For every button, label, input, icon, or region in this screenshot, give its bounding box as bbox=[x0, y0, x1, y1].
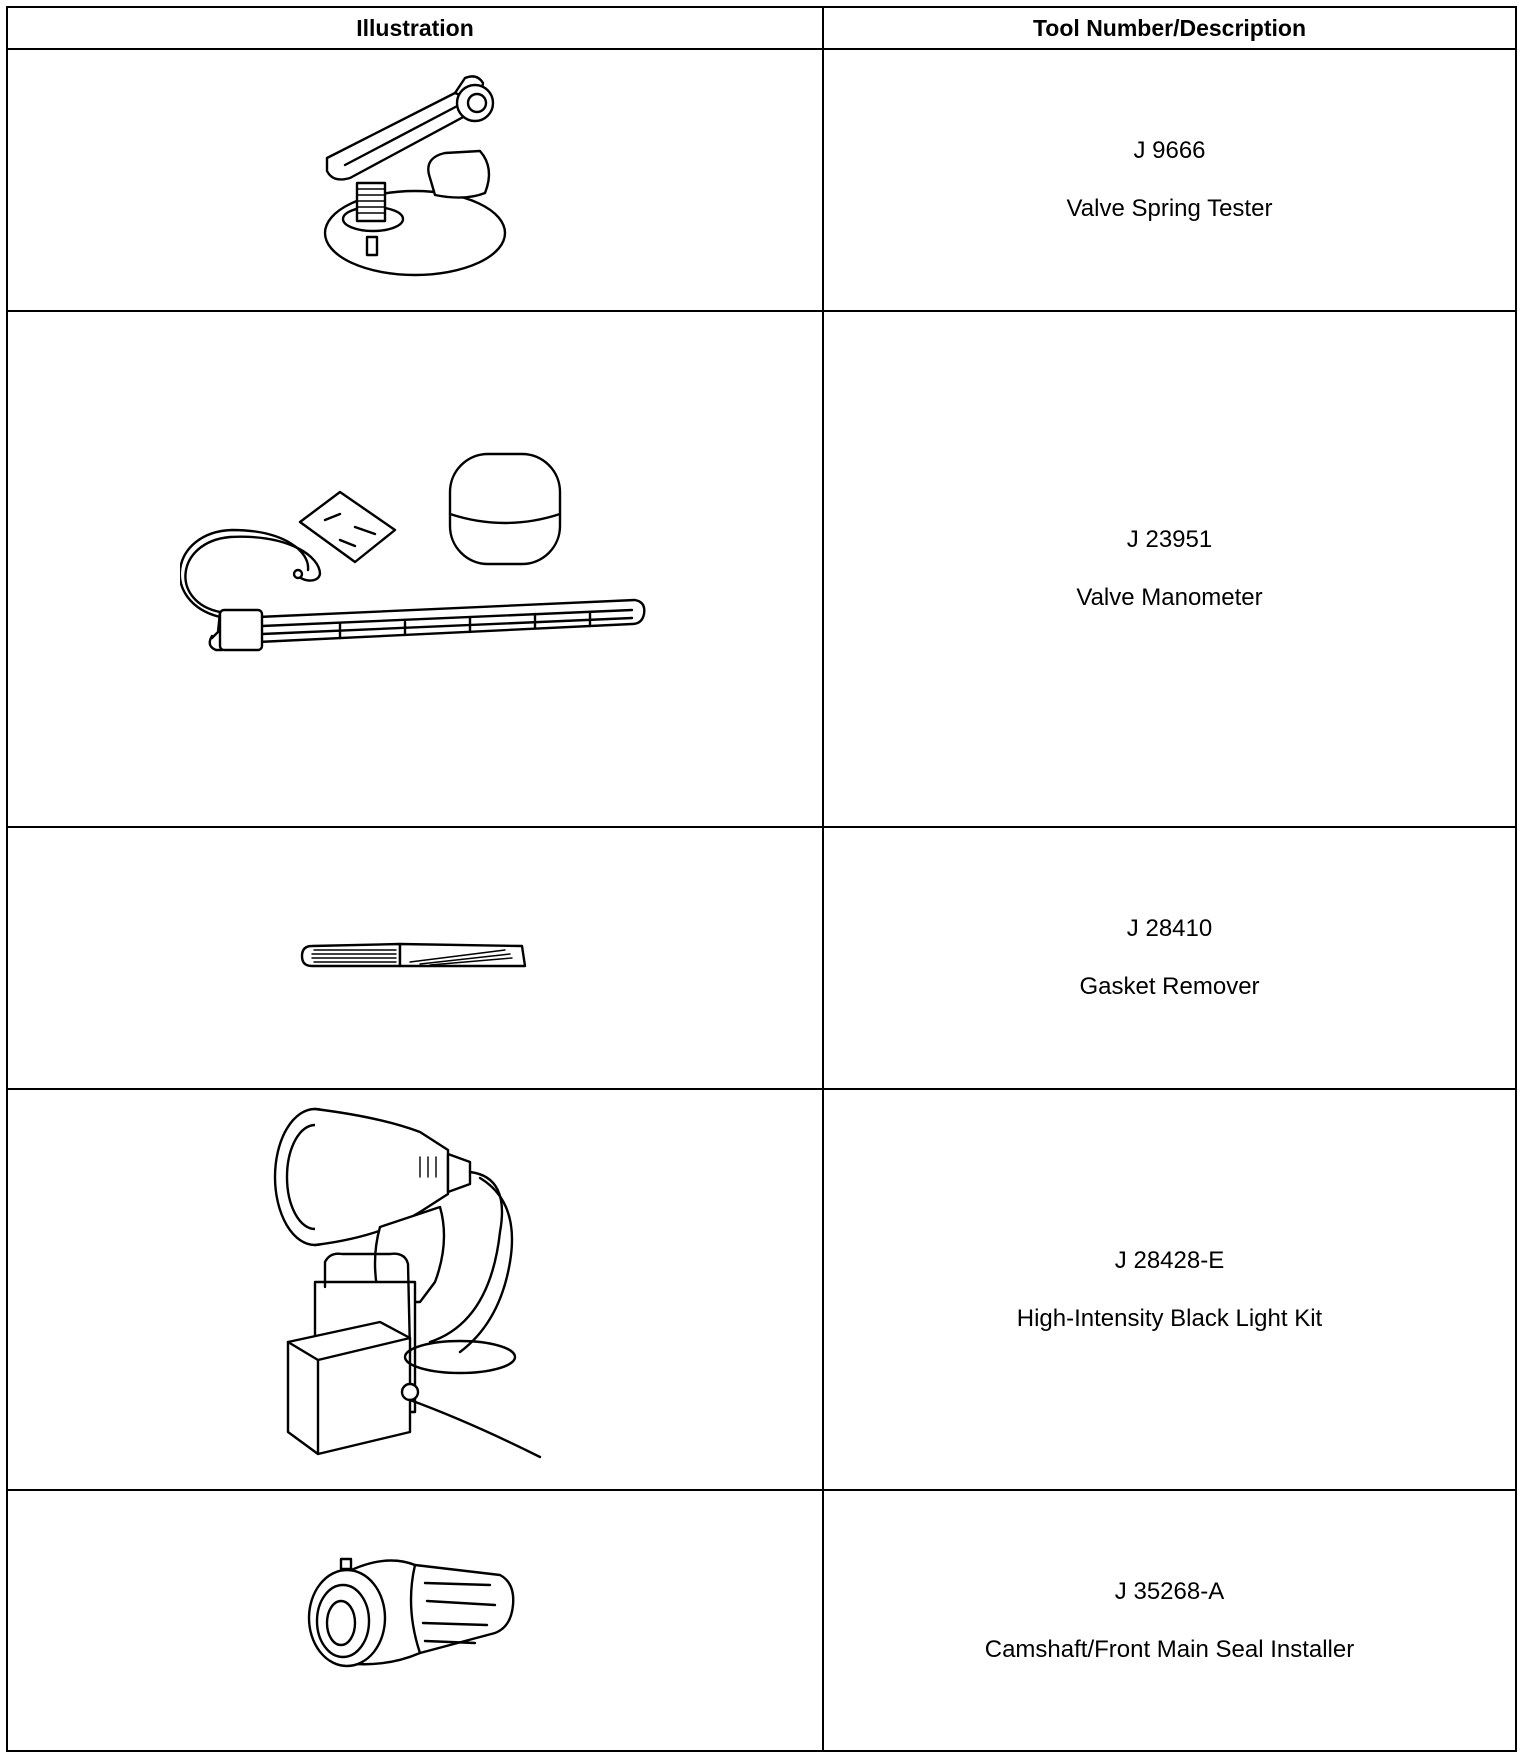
tool-number: J 35268-A bbox=[1114, 1577, 1225, 1605]
description-cell bbox=[823, 1089, 1516, 1490]
table-row bbox=[7, 311, 1516, 827]
seal-installer-icon bbox=[305, 1543, 525, 1693]
header-illustration: Illustration bbox=[7, 7, 823, 49]
table-row bbox=[7, 1089, 1516, 1490]
illustration-cell bbox=[7, 49, 823, 311]
description-cell bbox=[823, 1490, 1516, 1751]
tool-description: Valve Manometer bbox=[1076, 584, 1263, 611]
tool-number: J 9666 bbox=[1133, 137, 1206, 164]
illustration-cell bbox=[7, 1089, 823, 1490]
tool-description: Camshaft/Front Main Seal Installer bbox=[984, 1635, 1355, 1663]
illustration-cell bbox=[7, 1490, 823, 1751]
table-header-row bbox=[7, 7, 1516, 49]
gasket-remover-icon bbox=[300, 936, 530, 976]
tool-number: J 23951 bbox=[1126, 526, 1213, 553]
tool-number: J 28410 bbox=[1126, 915, 1213, 942]
black-light-kit-icon bbox=[270, 1102, 560, 1472]
tool-number: J 28428-E bbox=[1114, 1246, 1225, 1274]
tool-description: High-Intensity Black Light Kit bbox=[1016, 1304, 1323, 1332]
illustration-cell bbox=[7, 827, 823, 1089]
header-tool-number-description: Tool Number/Description bbox=[823, 7, 1516, 49]
table-row bbox=[7, 49, 1516, 311]
description-cell bbox=[823, 311, 1516, 827]
table-row bbox=[7, 1490, 1516, 1751]
valve-spring-tester-icon bbox=[305, 73, 525, 283]
description-cell bbox=[823, 827, 1516, 1089]
tool-description: Gasket Remover bbox=[1079, 973, 1260, 1000]
table-row bbox=[7, 827, 1516, 1089]
tool-description: Valve Spring Tester bbox=[1066, 195, 1273, 222]
illustration-cell bbox=[7, 311, 823, 827]
description-cell bbox=[823, 49, 1516, 311]
special-tools-table bbox=[6, 6, 1517, 1752]
valve-manometer-icon bbox=[180, 452, 650, 682]
